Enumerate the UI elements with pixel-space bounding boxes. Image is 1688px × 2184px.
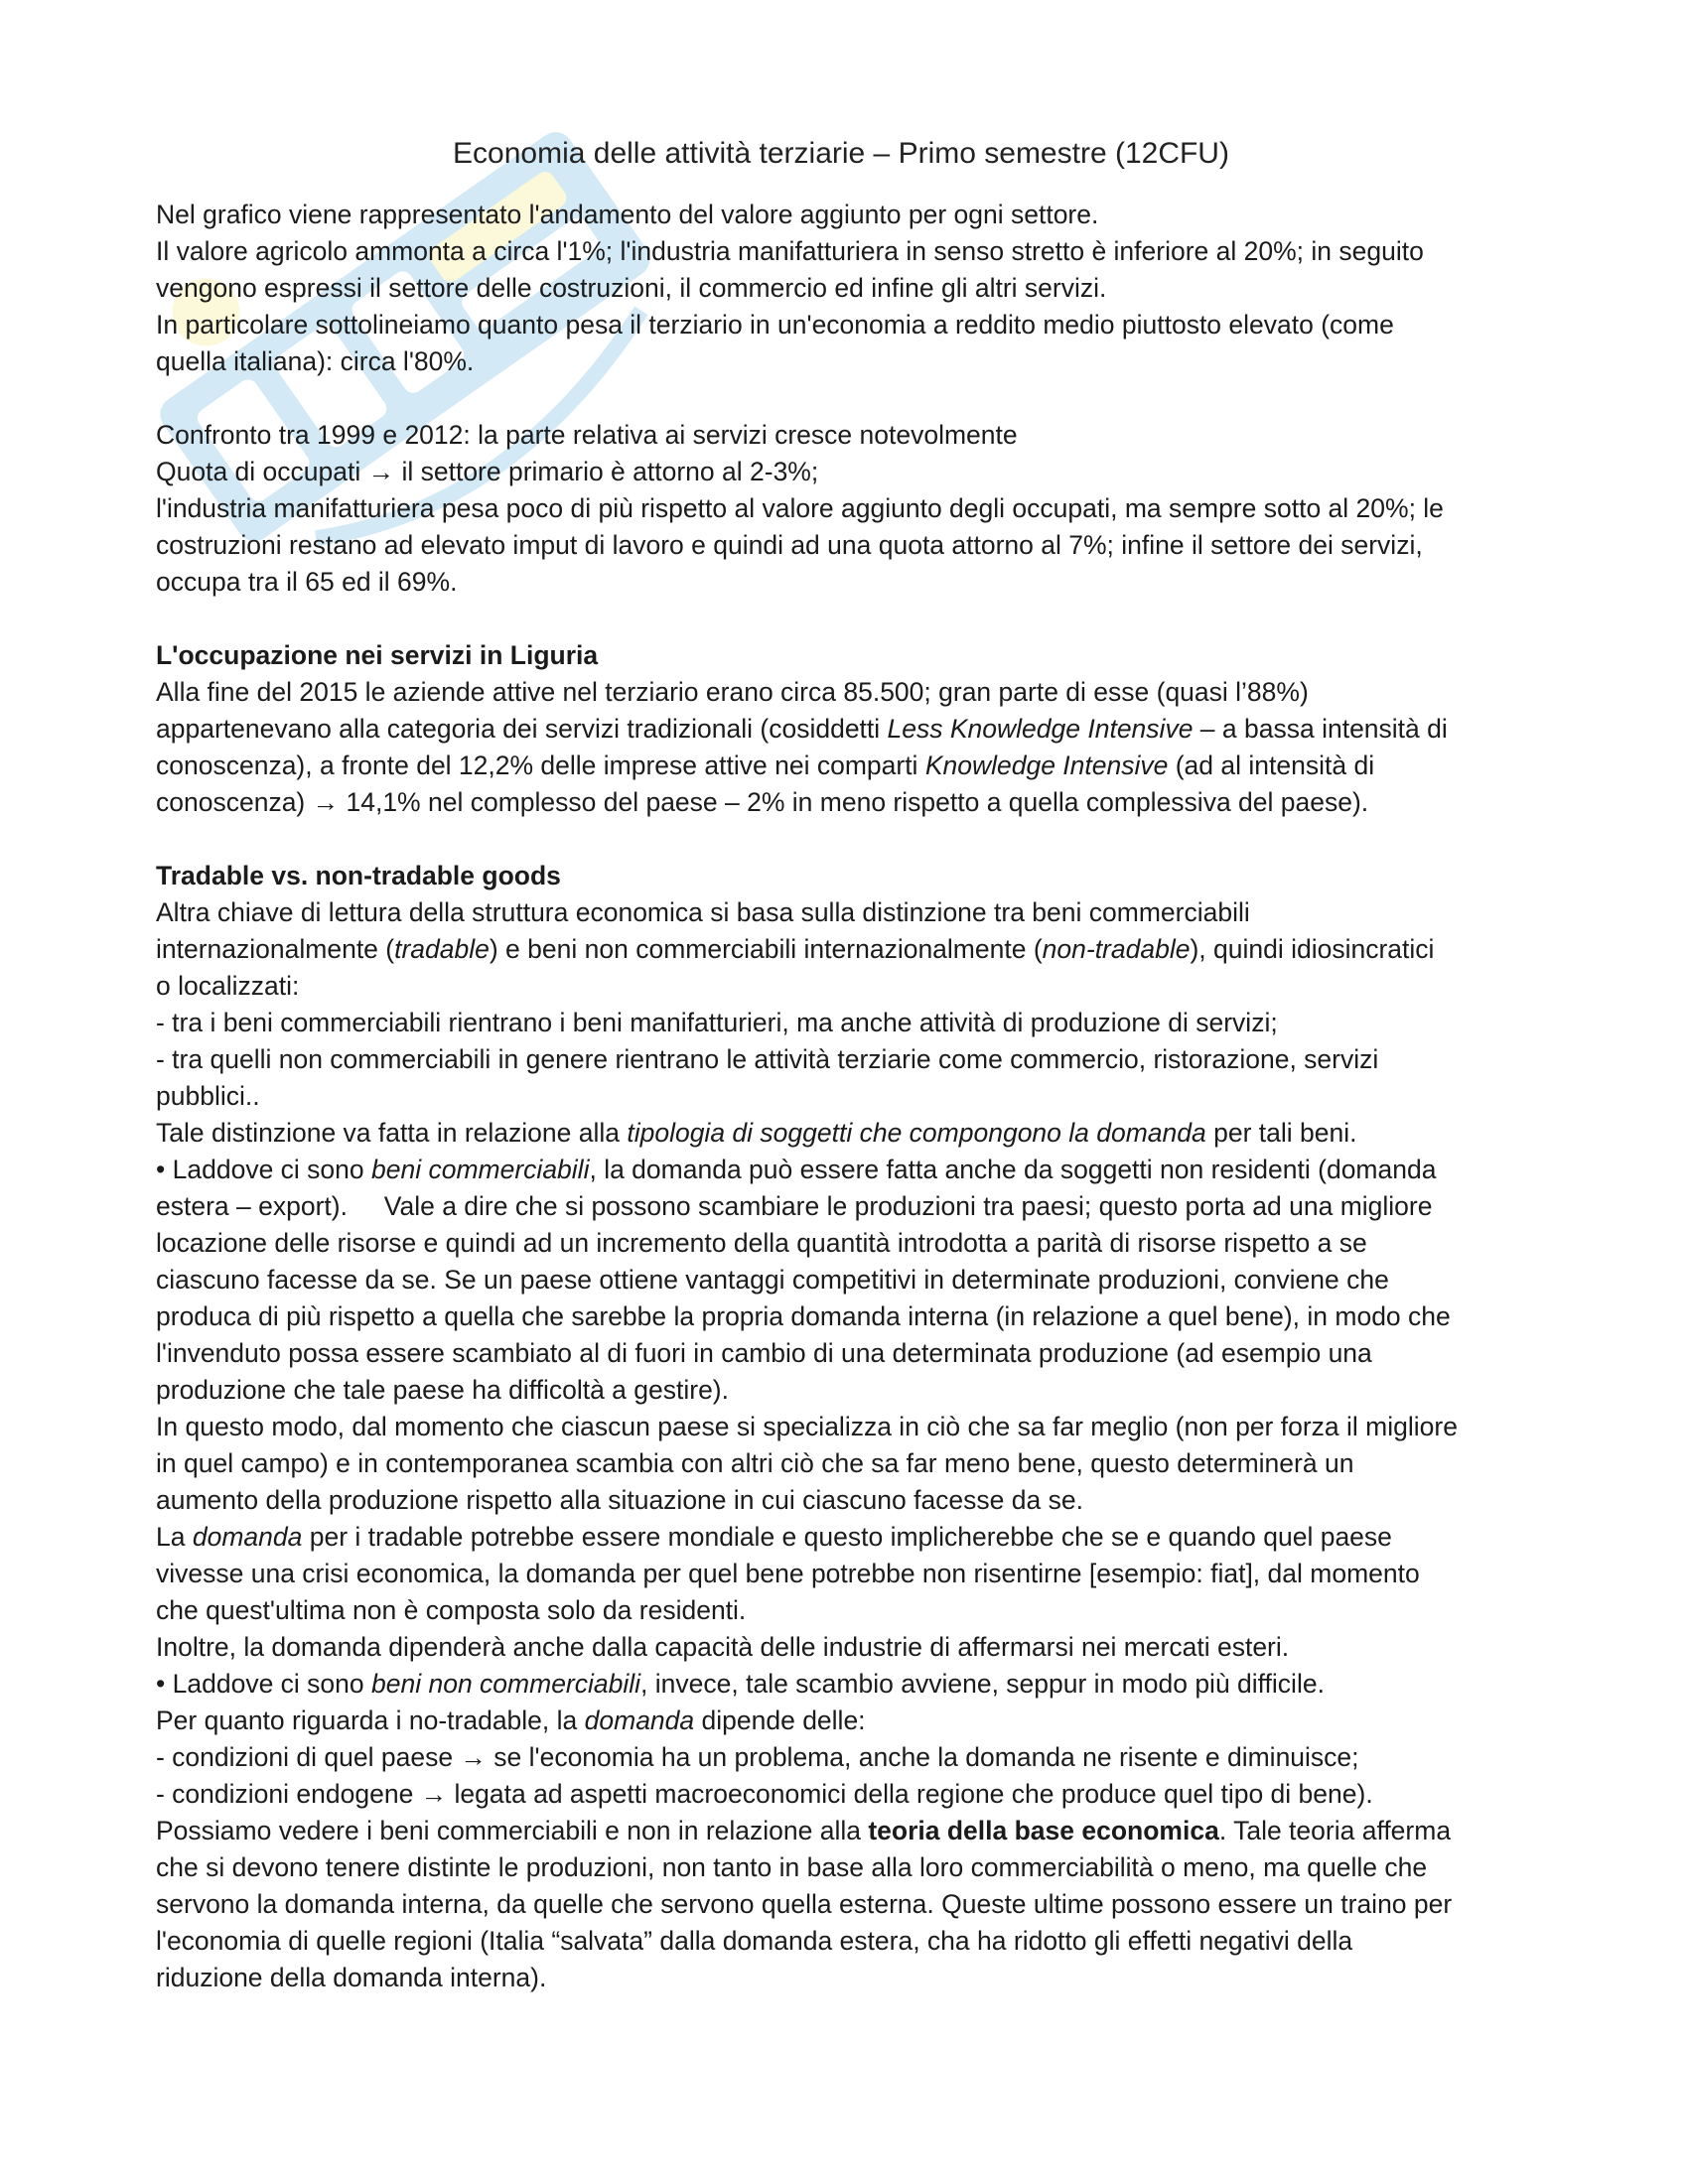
text-line: Altra chiave di lettura della struttura economica si basa sulla distinzione tra beni commerciabili xyxy=(156,897,1250,927)
text-line: estera – export). Vale a dire che si possono scambiare le produzioni tra paesi; questo porta ad una migliore xyxy=(156,1191,1433,1221)
text-line: in quel campo) e in contemporanea scambia con altri ciò che sa far meno bene, questo determinerà un xyxy=(156,1448,1354,1478)
section-heading: Tradable vs. non-tradable goods xyxy=(156,861,561,890)
italic-term: tradable xyxy=(394,934,490,964)
text-run: . Tale teoria afferma xyxy=(1218,1816,1452,1845)
text-run: per i tradable potrebbe essere mondiale e questo implicherebbe che se e quando quel paese xyxy=(302,1522,1392,1552)
italic-term: domanda xyxy=(584,1706,695,1735)
paragraph-gap xyxy=(156,601,1546,637)
text-line: l'industria manifatturiera pesa poco di più rispetto al valore aggiunto degli occupati, ma sempre sotto al 20%; le xyxy=(156,493,1444,523)
text-line xyxy=(156,1519,1546,1556)
text-line: riduzione della domanda interna). xyxy=(156,1963,547,1992)
text-run: Possiamo vedere i beni commerciabili e non in relazione alla xyxy=(156,1816,869,1845)
text-line: che quest'ultima non è composta solo da residenti. xyxy=(156,1595,747,1625)
text-line: o localizzati: xyxy=(156,971,300,1001)
text-run: appartenevano alla categoria dei servizi tradizionali (cosiddetti xyxy=(156,714,888,744)
text-run: • Laddove ci sono xyxy=(156,1155,372,1184)
text-line xyxy=(156,748,1546,784)
section-liguria xyxy=(156,637,1546,821)
text-line: In questo modo, dal momento che ciascun paese si specializza in ciò che sa far meglio (non per forza il migliore xyxy=(156,1412,1458,1441)
paragraph-gap xyxy=(156,380,1546,417)
text-line: l'economia di quelle regioni (Italia “salvata” dalla domanda estera, cha ha ridotto gli effetti negativi della xyxy=(156,1926,1353,1956)
text-run: ) e beni non commerciabili internazionalmente ( xyxy=(489,934,1043,964)
text-run: – a bassa intensità di xyxy=(1193,714,1448,744)
paragraph-gap xyxy=(156,821,1546,858)
text-run: ), quindi idiosincratici xyxy=(1190,934,1435,964)
text-line: Alla fine del 2015 le aziende attive nel terziario erano circa 85.500; gran parte di esse (quasi l’88%) xyxy=(156,677,1309,707)
italic-term: domanda xyxy=(192,1522,303,1552)
text-line: produca di più rispetto a quella che sarebbe la propria domanda interna (in relazione a quel bene), in modo che xyxy=(156,1301,1451,1331)
text-line xyxy=(156,711,1546,748)
text-line: vivesse una crisi economica, la domanda per quel bene potrebbe non risentirne [esempio: fiat], dal momento xyxy=(156,1559,1420,1588)
text-line: - condizioni endogene → legata ad aspetti macroeconomici della regione che produce quel tipo di bene). xyxy=(156,1779,1373,1809)
text-line: produzione che tale paese ha difficoltà a gestire). xyxy=(156,1375,729,1405)
italic-term: Less Knowledge Intensive xyxy=(887,714,1194,744)
text-line: - condizioni di quel paese → se l'economia ha un problema, anche la domanda ne risente e diminuisce; xyxy=(156,1742,1359,1772)
italic-term: non-tradable xyxy=(1042,934,1191,964)
text-line: vengono espressi il settore delle costruzioni, il commercio ed infine gli altri servizi. xyxy=(156,273,1107,303)
text-line: Confronto tra 1999 e 2012: la parte relativa ai servizi cresce notevolmente xyxy=(156,420,1018,450)
text-line: aumento della produzione rispetto alla situazione in cui ciascuno facesse da se. xyxy=(156,1485,1083,1515)
text-line: quella italiana): circa l'80%. xyxy=(156,346,475,376)
text-line: costruzioni restano ad elevato imput di lavoro e quindi ad una quota attorno al 7%; infine il settore dei servizi, xyxy=(156,530,1423,560)
text-line xyxy=(156,1152,1546,1188)
italic-term: tipologia di soggetti che compongono la domanda xyxy=(627,1118,1206,1148)
section-tradable xyxy=(156,858,1546,1996)
text-line xyxy=(156,1703,1546,1739)
text-run: • Laddove ci sono xyxy=(156,1669,372,1699)
text-line: Nel grafico viene rappresentato l'andamento del valore aggiunto per ogni settore. xyxy=(156,200,1099,229)
text-line: Il valore agricolo ammonta a circa l'1%; l'industria manifatturiera in senso stretto è inferiore al 20%; in seguito xyxy=(156,236,1424,266)
bold-term: teoria della base economica xyxy=(868,1816,1219,1845)
text-run: (ad al intensità di xyxy=(1168,751,1375,780)
text-line xyxy=(156,1666,1546,1703)
document-title: Economia delle attività terziarie – Primo semestre (12CFU) xyxy=(453,137,1229,170)
text-line: Quota di occupati → il settore primario è attorno al 2-3%; xyxy=(156,457,819,486)
text-run: Per quanto riguarda i no-tradable, la xyxy=(156,1706,585,1735)
text-line xyxy=(156,931,1546,968)
document-body xyxy=(156,197,1546,1996)
text-line: Inoltre, la domanda dipenderà anche dalla capacità delle industrie di affermarsi nei mercati esteri. xyxy=(156,1632,1290,1662)
text-line: locazione delle risorse e quindi ad un incremento della quantità introdotta a parità di risorse rispetto a se xyxy=(156,1228,1367,1258)
text-line: occupa tra il 65 ed il 69%. xyxy=(156,567,458,597)
italic-term: beni commerciabili xyxy=(371,1155,590,1184)
paragraph-value-added xyxy=(156,197,1546,380)
text-run: Tale distinzione va fatta in relazione alla xyxy=(156,1118,628,1148)
text-run: internazionalmente ( xyxy=(156,934,395,964)
text-run: , invece, tale scambio avviene, seppur in modo più difficile. xyxy=(640,1669,1325,1699)
text-line: conoscenza) → 14,1% nel complesso del paese – 2% in meno rispetto a quella complessiva del paese). xyxy=(156,787,1369,817)
paragraph-employment-share xyxy=(156,417,1546,601)
text-run: conoscenza), a fronte del 12,2% delle imprese attive nei comparti xyxy=(156,751,925,780)
text-line: servono la domanda interna, da quelle che servono quella esterna. Queste ultime possono essere un traino per xyxy=(156,1889,1453,1919)
text-line xyxy=(156,1813,1546,1849)
text-run: dipende delle: xyxy=(694,1706,866,1735)
text-line: l'invenduto possa essere scambiato al di fuori in cambio di una determinata produzione (ad esempio una xyxy=(156,1338,1372,1368)
text-line: ciascuno facesse da se. Se un paese ottiene vantaggi competitivi in determinate produzioni, conviene che xyxy=(156,1265,1389,1295)
text-run: La xyxy=(156,1522,193,1552)
text-line: In particolare sottolineiamo quanto pesa il terziario in un'economia a reddito medio piuttosto elevato (come xyxy=(156,310,1394,340)
italic-term: beni non commerciabili xyxy=(371,1669,641,1699)
italic-term: Knowledge Intensive xyxy=(924,751,1169,780)
text-line: - tra i beni commerciabili rientrano i beni manifatturieri, ma anche attività di produzione di servizi; xyxy=(156,1008,1278,1037)
text-line: pubblici.. xyxy=(156,1081,260,1111)
text-line: che si devono tenere distinte le produzioni, non tanto in base alla loro commerciabilità o meno, ma quelle che xyxy=(156,1852,1428,1882)
section-heading: L'occupazione nei servizi in Liguria xyxy=(156,640,599,670)
text-line: - tra quelli non commerciabili in genere rientrano le attività terziarie come commercio, ristorazione, servizi xyxy=(156,1044,1379,1074)
text-run: , la domanda può essere fatta anche da soggetti non residenti (domanda xyxy=(589,1155,1437,1184)
text-line xyxy=(156,1115,1546,1152)
text-run: per tali beni. xyxy=(1205,1118,1357,1148)
